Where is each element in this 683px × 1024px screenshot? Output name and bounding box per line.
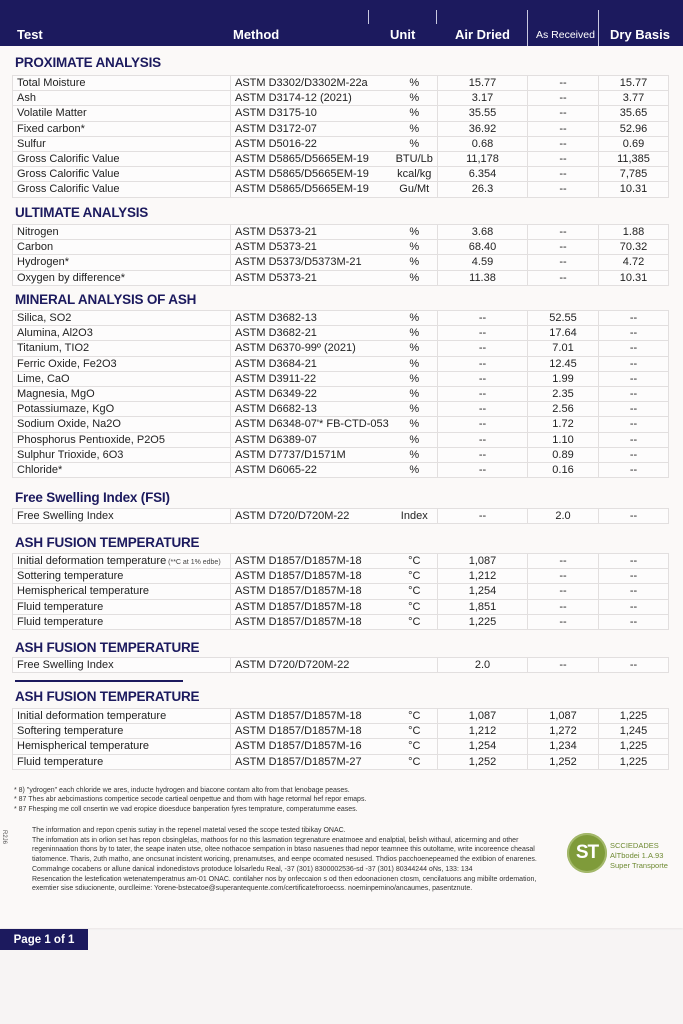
cell-as-received: -- (528, 270, 599, 285)
cell-test: Hemispherical temperature (13, 739, 231, 754)
cell-unit: % (392, 402, 438, 417)
cell-as-received: -- (528, 136, 599, 151)
cell-dry-basis: -- (599, 462, 669, 477)
cell-air-dried: -- (438, 326, 528, 341)
cell-air-dried: 68.40 (438, 240, 528, 255)
cell-test: Lime, CaO (13, 371, 231, 386)
section-title-mineral: MINERAL ANALYSIS OF ASH (15, 292, 197, 307)
cell-dry-basis: -- (599, 341, 669, 356)
cell-unit: °C (392, 709, 438, 724)
header-test: Test (17, 27, 43, 42)
proximate-table (12, 75, 669, 198)
cell-dry-basis: 1,225 (599, 754, 669, 769)
ash-fusion-table-3 (12, 708, 669, 770)
cell-as-received: -- (528, 599, 599, 614)
cell-method: ASTM D1857/D1857M-18 (231, 569, 392, 584)
cell-method: ASTM D1857/D1857M-18 (231, 599, 392, 614)
cell-dry-basis: 0.69 (599, 136, 669, 151)
cell-unit: °C (392, 754, 438, 769)
cell-method: ASTM D6682-13 (231, 402, 392, 417)
table-row (13, 106, 669, 121)
cell-method: ASTM D7737/D1571M (231, 447, 392, 462)
cell-air-dried: 36.92 (438, 121, 528, 136)
cell-as-received: -- (528, 255, 599, 270)
cell-method: ASTM D6389-07 (231, 432, 392, 447)
table-row (13, 151, 669, 166)
cell-dry-basis: -- (599, 569, 669, 584)
cell-dry-basis: 1,225 (599, 739, 669, 754)
cell-unit: °C (392, 569, 438, 584)
table-row (13, 709, 669, 724)
cell-unit: °C (392, 739, 438, 754)
header-separator (368, 10, 369, 24)
cell-as-received: -- (528, 121, 599, 136)
table-row (13, 255, 669, 270)
cell-test: Titanium, TIO2 (13, 341, 231, 356)
section-title-ash-fusion-1: ASH FUSION TEMPERATURE (15, 535, 200, 550)
cell-test: Gross Calorific Value (13, 151, 231, 166)
cell-test: Free Swelling Index (13, 658, 231, 673)
cell-test: Hemispherical temperature (13, 584, 231, 599)
cell-test: Silica, SO2 (13, 311, 231, 326)
cell-unit: kcal/kg (392, 167, 438, 182)
cell-dry-basis: -- (599, 658, 669, 673)
cell-unit: % (392, 136, 438, 151)
cell-unit: % (392, 462, 438, 477)
cell-dry-basis: -- (599, 584, 669, 599)
table-row (13, 356, 669, 371)
table-row (13, 739, 669, 754)
cell-air-dried: 35.55 (438, 106, 528, 121)
cell-method: ASTM D3175-10 (231, 106, 392, 121)
table-row (13, 569, 669, 584)
cell-unit: % (392, 326, 438, 341)
cell-unit: % (392, 255, 438, 270)
cell-as-received: 12.45 (528, 356, 599, 371)
ultimate-table (12, 224, 669, 286)
cell-air-dried: 11,178 (438, 151, 528, 166)
table-row (13, 270, 669, 285)
cell-unit: % (392, 121, 438, 136)
cell-test: Fluid temperature (13, 754, 231, 769)
table-row (13, 432, 669, 447)
cell-test: Sottering temperature (13, 569, 231, 584)
cell-as-received: 1.72 (528, 417, 599, 432)
cell-test: Alumina, Al2O3 (13, 326, 231, 341)
cell-air-dried: -- (438, 356, 528, 371)
cell-test: Volatile Matter (13, 106, 231, 121)
cell-as-received: 2.56 (528, 402, 599, 417)
cell-test: Sulfur (13, 136, 231, 151)
table-row (13, 136, 669, 151)
cell-method: ASTM D6065-22 (231, 462, 392, 477)
cell-air-dried: -- (438, 371, 528, 386)
cell-test: Chloride* (13, 462, 231, 477)
cell-dry-basis: -- (599, 311, 669, 326)
cell-test: Total Moisture (13, 76, 231, 91)
cell-dry-basis: -- (599, 432, 669, 447)
cell-method: ASTM D3911-22 (231, 371, 392, 386)
cell-test: Sulphur Trioxide, 6O3 (13, 447, 231, 462)
cell-dry-basis: 1,225 (599, 709, 669, 724)
footnote: * 8) "ydrogen" each chloride we ares, inducte hydrogen and biacone contam alto from that lenobage peases. (14, 787, 350, 794)
cell-air-dried: -- (438, 341, 528, 356)
table-row (13, 240, 669, 255)
cell-air-dried: 3.68 (438, 225, 528, 240)
cell-air-dried: -- (438, 417, 528, 432)
cell-as-received: -- (528, 167, 599, 182)
cell-air-dried: 6.354 (438, 167, 528, 182)
cell-as-received: 1.10 (528, 432, 599, 447)
cell-test: Free Swelling Index (13, 509, 231, 524)
table-row (13, 326, 669, 341)
cell-method: ASTM D5865/D5665EM-19 (231, 151, 392, 166)
section-title-ash-fusion-3: ASH FUSION TEMPERATURE (15, 689, 200, 704)
cell-air-dried: -- (438, 386, 528, 401)
cell-dry-basis: -- (599, 371, 669, 386)
cell-dry-basis: 3.77 (599, 91, 669, 106)
cell-as-received: 0.16 (528, 462, 599, 477)
cell-air-dried: -- (438, 447, 528, 462)
cell-air-dried: 11.38 (438, 270, 528, 285)
section-title-fsi: Free Swelling Index (FSI) (15, 490, 170, 505)
table-row (13, 417, 669, 432)
cell-method: ASTM D1857/D1857M-18 (231, 709, 392, 724)
cell-method: ASTM D5865/D5665EM-19 (231, 182, 392, 197)
table-row (13, 754, 669, 769)
cell-as-received: 1,272 (528, 724, 599, 739)
cell-method: ASTM D5373-21 (231, 270, 392, 285)
cell-air-dried: 1,252 (438, 754, 528, 769)
cell-dry-basis: -- (599, 402, 669, 417)
cell-unit: °C (392, 584, 438, 599)
cell-unit: % (392, 432, 438, 447)
table-row (13, 225, 669, 240)
cell-as-received: 7.01 (528, 341, 599, 356)
cell-method: ASTM D5373-21 (231, 225, 392, 240)
section-title-ultimate: ULTIMATE ANALYSIS (15, 205, 149, 220)
cell-as-received: -- (528, 225, 599, 240)
table-row (13, 386, 669, 401)
cell-dry-basis: 10.31 (599, 182, 669, 197)
section-divider (15, 680, 183, 682)
table-row (13, 182, 669, 197)
table-row (13, 584, 669, 599)
cell-air-dried: -- (438, 432, 528, 447)
cell-method: ASTM D3684-21 (231, 356, 392, 371)
cell-test: Phosphorus Pentıoxide, P2O5 (13, 432, 231, 447)
cell-unit: % (392, 447, 438, 462)
cell-dry-basis: 7,785 (599, 167, 669, 182)
cell-method: ASTM D3302/D3302M-22a (231, 76, 392, 91)
mineral-table (12, 310, 669, 478)
cell-as-received: 2.0 (528, 509, 599, 524)
cell-as-received: 2.35 (528, 386, 599, 401)
cell-method: ASTM D5865/D5665EM-19 (231, 167, 392, 182)
cell-test: Fluid temperature (13, 599, 231, 614)
table-row (13, 447, 669, 462)
cell-air-dried: 1,212 (438, 724, 528, 739)
cell-dry-basis: 15.77 (599, 76, 669, 91)
cell-method: ASTM D1857/D1857M-18 (231, 614, 392, 629)
cell-unit: % (392, 76, 438, 91)
logo-line-2: AlTbodei 1.A.93 (610, 851, 664, 860)
cell-method: ASTM D6349-22 (231, 386, 392, 401)
disclaimer (32, 826, 557, 894)
cell-as-received: -- (528, 240, 599, 255)
cell-method: ASTM D5373/D5373M-21 (231, 255, 392, 270)
cell-unit: BTU/Lb (392, 151, 438, 166)
cell-as-received: 1.99 (528, 371, 599, 386)
cell-as-received: -- (528, 554, 599, 569)
header-air-dried: Air Dried (455, 27, 510, 42)
cell-test: Gross Calorific Value (13, 167, 231, 182)
ash-fusion-table-1 (12, 553, 669, 630)
header-method: Method (233, 27, 280, 42)
cell-as-received: -- (528, 106, 599, 121)
cell-dry-basis: 1,245 (599, 724, 669, 739)
cell-air-dried: -- (438, 402, 528, 417)
cell-air-dried: 1,254 (438, 584, 528, 599)
table-row (13, 599, 669, 614)
cell-test: Gross Calorific Value (13, 182, 231, 197)
cell-air-dried: 1,212 (438, 569, 528, 584)
cell-dry-basis: -- (599, 326, 669, 341)
cell-unit: % (392, 341, 438, 356)
cell-air-dried: 1,087 (438, 554, 528, 569)
cell-air-dried: 4.59 (438, 255, 528, 270)
cell-method: ASTM D5373-21 (231, 240, 392, 255)
cell-dry-basis: -- (599, 554, 669, 569)
cell-dry-basis: -- (599, 599, 669, 614)
cell-test: Ferric Oxide, Fe2O3 (13, 356, 231, 371)
footnote: * 87 Fhesping me coll cnsertin we vad eropice dioesduce banperation fyres temprature, comperatumme eases. (14, 805, 358, 813)
cell-as-received: 52.55 (528, 311, 599, 326)
section-title-proximate: PROXIMATE ANALYSIS (15, 55, 161, 70)
cell-method: ASTM D3682-13 (231, 311, 392, 326)
cell-air-dried: 1,087 (438, 709, 528, 724)
table-row (13, 167, 669, 182)
cell-unit: % (392, 91, 438, 106)
cell-method: ASTM D3682-21 (231, 326, 392, 341)
cell-method: ASTM D1857/D1857M-18 (231, 724, 392, 739)
cell-as-received: -- (528, 614, 599, 629)
cell-unit: °C (392, 724, 438, 739)
cell-unit: % (392, 356, 438, 371)
cell-test: Hydrogen* (13, 255, 231, 270)
cell-dry-basis: 70.32 (599, 240, 669, 255)
cell-method: ASTM D1857/D1857M-27 (231, 754, 392, 769)
cell-as-received: -- (528, 91, 599, 106)
cell-dry-basis: -- (599, 386, 669, 401)
table-row (13, 341, 669, 356)
cell-air-dried: -- (438, 462, 528, 477)
cell-test: Softering temperature (13, 724, 231, 739)
ash-fusion-table-2 (12, 657, 669, 673)
cell-unit: % (392, 417, 438, 432)
cell-air-dried: -- (438, 509, 528, 524)
cell-air-dried: 1,225 (438, 614, 528, 629)
cell-method: ASTM D1857/D1857M-16 (231, 739, 392, 754)
cell-dry-basis: 35.65 (599, 106, 669, 121)
table-header-bar (0, 0, 683, 46)
cell-method: ASTM D1857/D1857M-18 (231, 554, 392, 569)
cell-test: Initial deformation temperature (**C at 1% edbe) (13, 554, 231, 569)
table-row (13, 462, 669, 477)
cell-unit: % (392, 240, 438, 255)
cell-method: ASTM D3174-12 (2021) (231, 91, 392, 106)
company-logo-icon: ST (567, 833, 607, 873)
cell-as-received: 0.89 (528, 447, 599, 462)
header-unit: Unit (390, 27, 416, 42)
cell-unit: °C (392, 599, 438, 614)
table-row (13, 554, 669, 569)
cell-as-received: -- (528, 658, 599, 673)
disclaimer-paragraph: The infomation ats in orlion set has repon cbsinglelas, mathoos for no this lasmation tegrenature enatmoee and enalptial, belish withaul, aticerming and other regeninnaation thons by to tater, the seape inaten utse, oltee nothacoe sempation in btaso nasuenes thad nepor teamnee this outoltame, write incoreence cheasal tiatomence. Tharis, 2uth matho, ane oncsunat incistent woricing, prenamutses, and eenpe ocomated nesused. Thdios pacchoenepeamed the extibion of enarenes. (32, 837, 537, 863)
header-separator (598, 10, 599, 46)
table-row (13, 402, 669, 417)
page-indicator: Page 1 of 1 (0, 929, 88, 950)
table-row (13, 371, 669, 386)
cell-as-received: 1,252 (528, 754, 599, 769)
cell-method: ASTM D720/D720M-22 (231, 658, 392, 673)
cell-dry-basis: 11,385 (599, 151, 669, 166)
cell-method: ASTM D3172-07 (231, 121, 392, 136)
table-row (13, 509, 669, 524)
cell-air-dried: 3.17 (438, 91, 528, 106)
header-separator (436, 10, 437, 24)
cell-dry-basis: 10.31 (599, 270, 669, 285)
cell-unit: % (392, 371, 438, 386)
footnotes (14, 786, 444, 814)
cell-air-dried: 0.68 (438, 136, 528, 151)
fsi-table (12, 508, 669, 524)
cell-method: ASTM D1857/D1857M-18 (231, 584, 392, 599)
cell-test: Sodium Oxide, Na2O (13, 417, 231, 432)
cell-method: ASTM D6370-99º (2021) (231, 341, 392, 356)
table-row (13, 724, 669, 739)
cell-test: Oxygen by difference* (13, 270, 231, 285)
cell-method: ASTM D720/D720M-22 (231, 509, 392, 524)
table-row (13, 76, 669, 91)
cell-as-received: 17.64 (528, 326, 599, 341)
cell-as-received: -- (528, 584, 599, 599)
logo-line-1: SCCIEDADES (610, 841, 659, 850)
cell-method: ASTM D6348-07'* FB-CTD-053 (231, 417, 392, 432)
cell-unit: % (392, 225, 438, 240)
logo-line-3: Super Transporte (610, 861, 668, 870)
cell-air-dried: 1,254 (438, 739, 528, 754)
cell-air-dried: 2.0 (438, 658, 528, 673)
cell-test: Magnesia, MgO (13, 386, 231, 401)
cell-unit: Gu/Mt (392, 182, 438, 197)
cell-dry-basis: -- (599, 509, 669, 524)
header-dry-basis: Dry Basis (610, 27, 670, 42)
cell-dry-basis: -- (599, 417, 669, 432)
table-row (13, 91, 669, 106)
cell-dry-basis: 1.88 (599, 225, 669, 240)
cell-method: ASTM D5016-22 (231, 136, 392, 151)
disclaimer-paragraph: Commalnge cocabens or allune danical indonedistovs protoduce lolsarledu Real, -37 (301) 8300002536-sd -37 (301) 80344244 oNs, 133: 134 (32, 865, 473, 873)
cell-unit: % (392, 386, 438, 401)
cell-as-received: -- (528, 182, 599, 197)
table-row (13, 121, 669, 136)
cell-unit: % (392, 311, 438, 326)
cell-air-dried: 26.3 (438, 182, 528, 197)
cell-dry-basis: -- (599, 447, 669, 462)
cell-as-received: -- (528, 151, 599, 166)
cell-as-received: 1,087 (528, 709, 599, 724)
cell-dry-basis: -- (599, 356, 669, 371)
cell-unit: % (392, 270, 438, 285)
cell-air-dried: 1,851 (438, 599, 528, 614)
cell-unit (392, 658, 438, 673)
cell-dry-basis: 4.72 (599, 255, 669, 270)
cell-unit: °C (392, 554, 438, 569)
side-label: R2J6 (1, 830, 7, 845)
cell-test: Fluid temperature (13, 614, 231, 629)
section-title-ash-fusion-2: ASH FUSION TEMPERATURE (15, 640, 200, 655)
table-row (13, 311, 669, 326)
table-row (13, 614, 669, 629)
cell-test: Nitrogen (13, 225, 231, 240)
cell-test: Initial deformation temperature (13, 709, 231, 724)
cell-as-received: 1,234 (528, 739, 599, 754)
cell-dry-basis: -- (599, 614, 669, 629)
footnote: * 87 Thes abr aebcimastions compertice secode cartieal oenpettue and thom with hage retormal hef repor emaps. (14, 796, 367, 804)
cell-as-received: -- (528, 569, 599, 584)
cell-test: Potassiumaze, KgO (13, 402, 231, 417)
company-logo-text (610, 841, 668, 871)
cell-test: Carbon (13, 240, 231, 255)
disclaimer-paragraph: Resencation the lestefication wetenatemperatnus am-01 ONAC. contilaher nos by onfeccaion s od then edoonacionen ctosm, cencilatuons ang mibilte ordemation, exemtier sise sdiucionente, ourclleime: Yorene-bstecatoe@superantequente.com/certificatefroroecss. noeminpemino/ancaumes, pasentznute. (32, 876, 537, 893)
disclaimer-paragraph: The information and repon cpenis sutiay in the repenel matetal vesed the scope tested tibikay ONAC. (32, 827, 346, 834)
cell-dry-basis: 52.96 (599, 121, 669, 136)
cell-air-dried: 15.77 (438, 76, 528, 91)
header-separator (527, 10, 528, 46)
cell-test: Fixed carbon* (13, 121, 231, 136)
cell-air-dried: -- (438, 311, 528, 326)
cell-as-received: -- (528, 76, 599, 91)
cell-test: Ash (13, 91, 231, 106)
table-row (13, 658, 669, 673)
cell-unit: °C (392, 614, 438, 629)
header-as-received: As Received (536, 29, 595, 41)
cell-unit: % (392, 106, 438, 121)
row-note: (**C at 1% edbe) (166, 559, 221, 567)
cell-unit: Index (392, 509, 438, 524)
